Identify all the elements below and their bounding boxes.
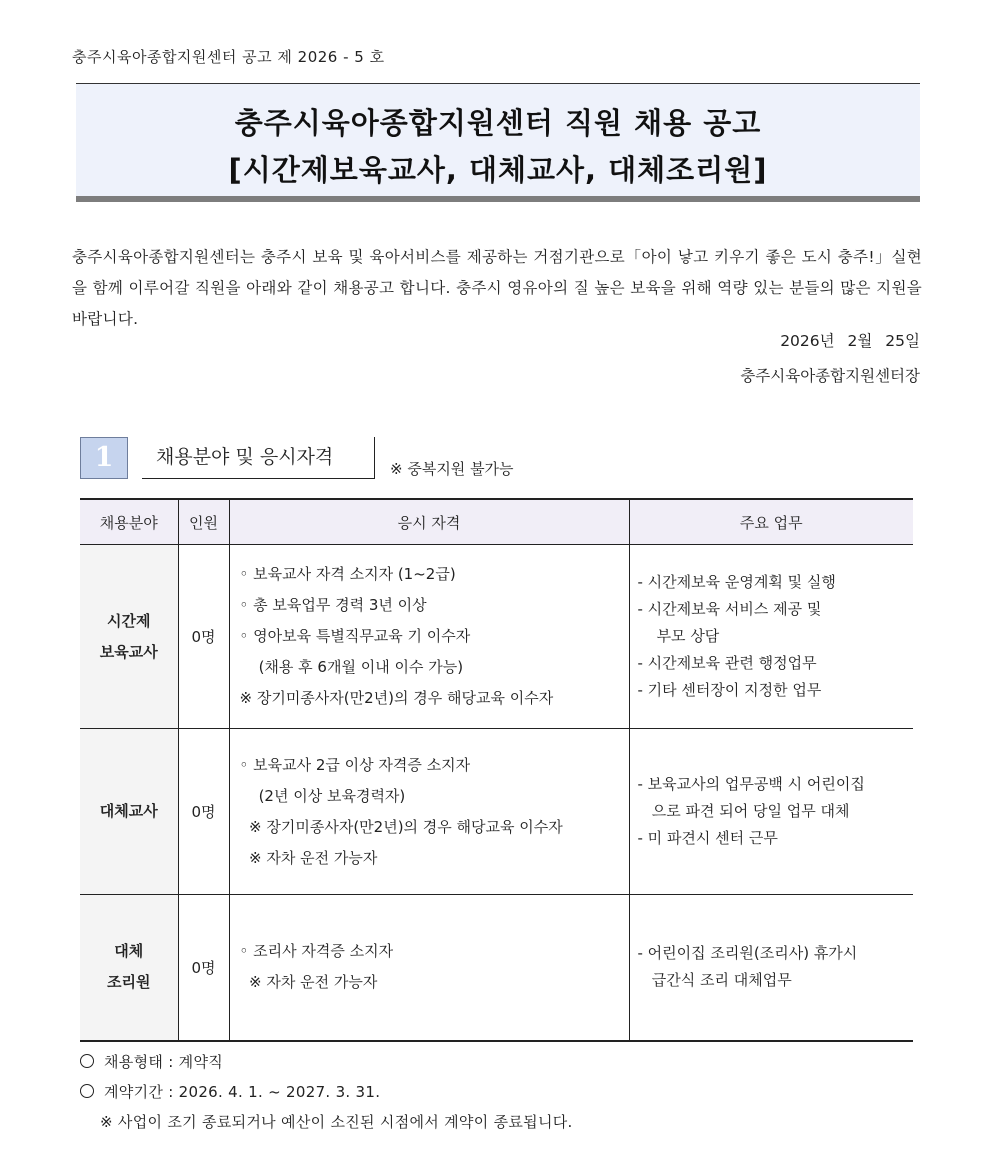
contract-note: ※ 사업이 조기 종료되거나 예산이 소진된 시점에서 계약이 종료됩니다. bbox=[100, 1113, 573, 1131]
circle-bullet-icon bbox=[80, 1084, 94, 1098]
qualification-item: ※ 장기미종사자(만2년)의 경우 해당교육 이수자 bbox=[239, 817, 563, 836]
table-row bbox=[80, 545, 913, 729]
field-label: 대체교사 bbox=[99, 802, 158, 820]
duty-item: - 미 파견시 센터 근무 bbox=[637, 829, 778, 847]
duty-item: - 시간제보육 관련 행정업무 bbox=[637, 654, 817, 672]
field-label: 대체 bbox=[114, 942, 144, 961]
header-duties: 주요 업무 bbox=[629, 499, 913, 545]
duty-item: 으로 파견 되어 당일 업무 대체 bbox=[637, 802, 850, 820]
duty-cell bbox=[629, 545, 913, 729]
duty-item: - 어린이집 조리원(조리사) 휴가시 bbox=[637, 944, 858, 963]
qualification-item: ◦ 총 보육업무 경력 3년 이상 bbox=[239, 596, 427, 614]
qualification-cell bbox=[229, 895, 629, 1041]
duty-item: 급간식 조리 대체업무 bbox=[637, 971, 792, 990]
qualification-item: ※ 자차 운전 가능자 bbox=[239, 848, 378, 867]
employment-type: 채용형태 : 계약직 bbox=[104, 1053, 224, 1071]
section-note: ※ 중복지원 불가능 bbox=[390, 460, 514, 478]
table-header-row bbox=[80, 499, 913, 545]
signer: 충주시육아종합지원센터장 bbox=[740, 367, 920, 385]
count-cell: 0명 bbox=[178, 545, 229, 729]
qualification-item: ◦ 영아보육 특별직무교육 기 이수자 bbox=[239, 627, 471, 645]
duty-cell bbox=[629, 729, 913, 895]
intro-text bbox=[72, 242, 922, 335]
announcement-date: 2026년 2월 25일 bbox=[780, 332, 920, 350]
intro-paragraph: 충주시육아종합지원센터는 충주시 보육 및 육아서비스를 제공하는 거점기관으로「아이 낳고 키우기 좋은 도시 충주!」실현을 함께 이루어갈 직원을 아래와 같이 채용공고 합니다. 충주시 영유아의 질 높은 보육을 위해 역량 있는 분들의 많은 지원을 바랍니다. bbox=[72, 248, 922, 328]
field-label: 보육교사 bbox=[99, 642, 158, 661]
header-qualifications: 응시 자격 bbox=[229, 499, 629, 545]
field-label: 조리원 bbox=[107, 973, 151, 992]
field-label: 시간제 bbox=[107, 611, 151, 630]
qualification-item: ※ 장기미종사자(만2년)의 경우 해당교육 이수자 bbox=[239, 689, 554, 707]
qualification-item: ◦ 보육교사 2급 이상 자격증 소지자 bbox=[239, 755, 471, 774]
duty-cell bbox=[629, 895, 913, 1041]
qualification-cell bbox=[229, 545, 629, 729]
title-banner bbox=[76, 83, 920, 202]
contract-period-row bbox=[80, 1077, 573, 1107]
notice-number: 충주시육아종합지원센터 공고 제 2026 - 5 호 bbox=[72, 48, 385, 66]
duty-item: 부모 상담 bbox=[637, 627, 720, 645]
qualification-item: (채용 후 6개월 이내 이수 가능) bbox=[239, 658, 464, 676]
duty-item: - 보육교사의 업무공백 시 어린이집 bbox=[637, 775, 865, 793]
field-cell bbox=[80, 545, 178, 729]
count-cell: 0명 bbox=[178, 895, 229, 1041]
duty-item: - 시간제보육 서비스 제공 및 bbox=[637, 600, 822, 618]
qualification-cell bbox=[229, 729, 629, 895]
duty-item: - 기타 센터장이 지정한 업무 bbox=[637, 681, 822, 699]
footer-notes bbox=[80, 1047, 573, 1137]
circle-bullet-icon bbox=[80, 1054, 94, 1068]
qualification-item: (2년 이상 보육경력자) bbox=[239, 786, 406, 805]
count-cell: 0명 bbox=[178, 729, 229, 895]
section-title: 채용분야 및 응시자격 bbox=[142, 437, 375, 479]
qualification-item: ※ 자차 운전 가능자 bbox=[239, 973, 378, 992]
page-title: 충주시육아종합지원센터 직원 채용 공고 bbox=[234, 106, 762, 140]
contract-period: 계약기간 : 2026. 4. 1. ~ 2027. 3. 31. bbox=[104, 1083, 381, 1101]
qualification-item: ◦ 보육교사 자격 소지자 (1~2급) bbox=[239, 565, 456, 583]
header-field: 채용분야 bbox=[80, 499, 178, 545]
page-subtitle: [시간제보육교사, 대체교사, 대체조리원] bbox=[228, 153, 768, 187]
recruitment-table bbox=[80, 498, 913, 1042]
header-count: 인원 bbox=[178, 499, 229, 545]
section-number-badge: 1 bbox=[80, 437, 128, 479]
duty-item: - 시간제보육 운영계획 및 실행 bbox=[637, 573, 836, 591]
field-cell bbox=[80, 895, 178, 1041]
field-cell bbox=[80, 729, 178, 895]
employment-type-row bbox=[80, 1047, 573, 1077]
table-row bbox=[80, 729, 913, 895]
qualification-item: ◦ 조리사 자격증 소지자 bbox=[239, 942, 394, 961]
table-row bbox=[80, 895, 913, 1041]
